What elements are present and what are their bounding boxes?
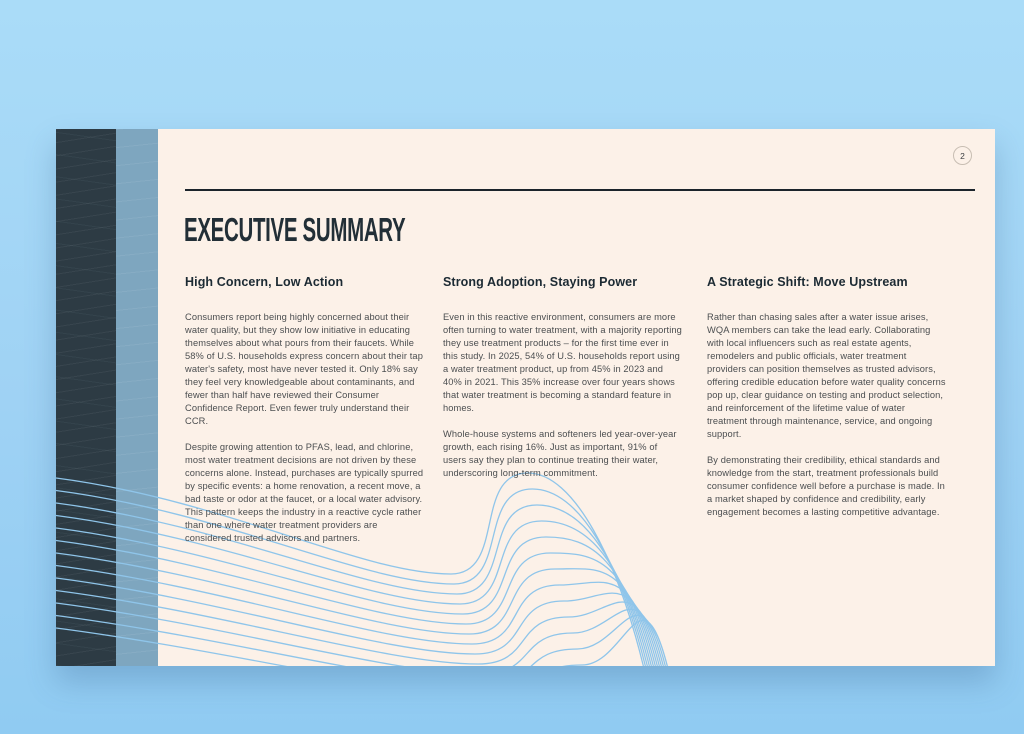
left-dark-water-strip [56,129,116,666]
page-number: 2 [960,150,965,161]
page-title: EXECUTIVE SUMMARY [184,211,406,248]
header-rule [185,189,975,191]
column-paragraph: Whole-house systems and softeners led year-over-year growth, each rising 16%. Just as important, 91% of users say they plan to continue treating their water, underscoring long-term commitment. [443,429,677,478]
left-steel-blue-strip [116,129,158,666]
column-heading: High Concern, Low Action [185,275,344,289]
column-high-concern [185,275,425,558]
column-paragraph: By demonstrating their credibility, ethical standards and knowledge from the start, treatment professionals build consumer confidence well before a purchase is made. In a market shaped by confidence and credibility, early engagement becomes a lasting competitive advantage. [707,455,945,517]
column-heading: A Strategic Shift: Move Upstream [707,275,908,289]
column-strong-adoption [443,275,683,493]
column-paragraph: Despite growing attention to PFAS, lead, and chlorine, most water treatment decisions are not driven by these concerns alone. Instead, purchases are typically spurred by specific events: a home renovation, a recent move, a bad taste or odor at the faucet, or a local water advisory. This pattern keeps the industry in a reactive cycle rather than one where water treatment providers are considered trusted advisors and partners. [185,442,424,543]
column-strategic-shift [707,275,947,532]
column-paragraph: Rather than chasing sales after a water issue arises, WQA members can take the lead early. Collaborating with local influencers such as real estate agents, remodelers and public officials, water treatment providers can position themselves as trusted advisors, offering credible education before water quality concerns pop up, clear guidance on testing and product selection, and reinforcement of the lifetime value of water treatment through maintenance, service, and ongoing support. [707,312,946,439]
column-heading: Strong Adoption, Staying Power [443,275,638,289]
page-number-badge [953,146,972,165]
report-page [56,129,995,666]
column-paragraph: Consumers report being highly concerned about their water quality, but they show low initiative in educating themselves about what pours from their faucets. While 58% of U.S. households express concern about their tap water's safety, most have never tested it. Only 18% say they feel very knowledgeable about contaminants, and fewer than half have reviewed their Consumer Confidence Report. Even fewer truly understand their CCR. [185,312,423,426]
column-paragraph: Even in this reactive environment, consumers are more often turning to water treatment, with a majority reporting they use treatment products – for the first time ever in this study. In 2025, 54% of U.S. households report using a water treatment product, up from 45% in 2023 and 40% in 2021. This 35% increase over four years shows that water treatment is becoming a standard feature in homes. [443,312,682,413]
